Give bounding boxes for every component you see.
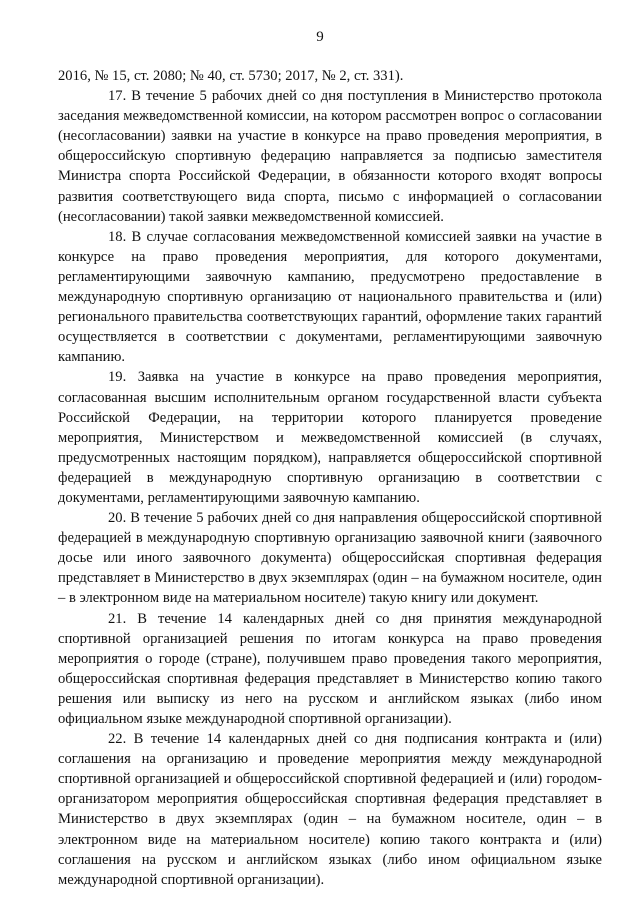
page-number: 9 [316, 29, 324, 45]
paragraph-18: 18. В случае согласования межведомственной комиссией заявки на участие в конкурсе на право проведения мероприятия, для которого документами, регламентирующими заявочную кампанию, предусмотрено предоставление в международную спортивную организацию от национального правительства и (или) регионального правительства соответствующих гарантий, оформление таких гарантий осуществляется в соответствии с документами, регламентирующими заявочную кампанию. [58, 228, 602, 366]
paragraph-22: 22. В течение 14 календарных дней со дня подписания контракта и (или) соглашения на организацию и проведение мероприятия между международной спортивной организацией и общероссийской спортивной федерацией и (или) городом-организатором мероприятия общероссийская спортивная федерация представляет в Министерство в двух экземплярах (один – на бумажном носителе, один – в электронном виде на материальном носителе) копию такого контракта и (или) соглашения на русском и английском языках (либо ином официальном языке международной спортивной организации). [58, 731, 602, 888]
paragraph-continuation: 2016, № 15, ст. 2080; № 40, ст. 5730; 2017, № 2, ст. 331). [58, 68, 404, 84]
paragraph-20: 20. В течение 5 рабочих дней со дня направления общероссийской спортивной федерацией в международную спортивную организацию заявочной книги (заявочного досье или иного заявочного документа) общероссийская спортивная федерация представляет в Министерство в двух экземплярах (один – на бумажном носителе, один – в электронном виде на материальном носителе) такую книгу или документ. [58, 510, 602, 607]
paragraph-17: 17. В течение 5 рабочих дней со дня поступления в Министерство протокола заседания межведомственной комиссии, на котором рассмотрен вопрос о согласовании (несогласовании) заявки на участие в конкурсе на право проведения мероприятия, в общероссийскую спортивную федерацию направляется за подписью заместителя Министра спорта Российской Федерации, в обязанности которого входят вопросы развития соответствующего вида спорта, письмо с информацией о согласовании (несогласовании) такой заявки межведомственной комиссией. [58, 88, 602, 225]
paragraph-21: 21. В течение 14 календарных дней со дня принятия международной спортивной организацией решения по итогам конкурса на право проведения мероприятия о городе (стране), получившем право проведения такого мероприятия, общероссийская спортивная федерация представляет в Министерство копию такого решения или выписку из него на русском и английском языках (либо ином официальном языке международной спортивной организации). [58, 610, 602, 727]
paragraph-19: 19. Заявка на участие в конкурсе на право проведения мероприятия, согласованная высшим исполнительным органом государственной власти субъекта Российской Федерации, на территории которого планируется проведение мероприятия, Министерством и межведомственной комиссией (в случаях, предусмотренных настоящим порядком), направляется общероссийской спортивной федерацией в международную спортивную организацию в соответствии с документами, регламентирующими заявочную кампанию. [58, 369, 602, 506]
document-body [58, 66, 602, 890]
